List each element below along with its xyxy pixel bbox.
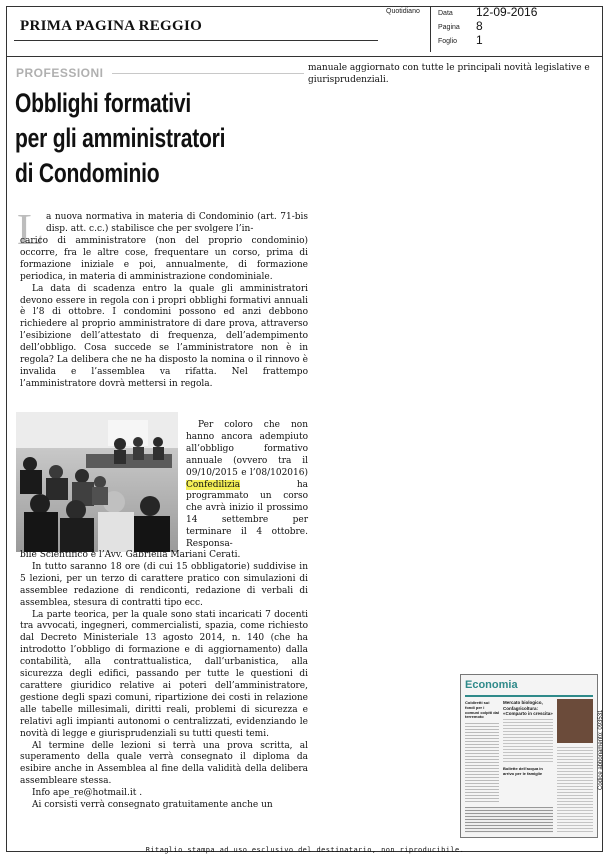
thumbnail-text-block xyxy=(465,723,499,803)
publication-title: PRIMA PAGINA REGGIO xyxy=(20,18,203,34)
thumbnail-table xyxy=(465,807,553,833)
publication-type: Quotidiano xyxy=(386,8,420,15)
footer-disclaimer: Ritaglio stampa ad uso esclusivo del destinatario, non riproducibile. xyxy=(145,846,465,854)
meta-label-date: Data xyxy=(438,10,453,17)
thumbnail-subhead-1: Coldiretti sui fondi per i comuni colpiti dal terremoto xyxy=(465,700,500,720)
course-intro-text: Per coloro che non hanno ancora adempiuto all’obbligo formativo annuale (ovvero tra il 09/10/2015 e l’08/102016) xyxy=(186,420,308,478)
meta-value-page: 8 xyxy=(476,19,483,33)
subscription-code: Codice abbonamento: 093531 xyxy=(598,709,604,790)
article-headline xyxy=(15,86,241,191)
lead-text-rest: carico di amministratore (non del proprio condominio) occorre, fra le altre cose, frequentare un corso, prima di formazione iniziale e poi, annualmente, di formazione periodica, in materia di amministrazione condominiale. xyxy=(20,236,308,282)
drop-cap: L xyxy=(17,205,44,254)
meta-value-date: 12-09-2016 xyxy=(476,5,538,19)
kicker-rule xyxy=(112,73,304,74)
headline-line-1: Obblighi formativi xyxy=(15,88,191,118)
thumbnail-text-block-mid xyxy=(503,719,553,763)
side-column xyxy=(186,420,308,551)
headline-line-2: per gli amministratori xyxy=(15,123,226,153)
meeting-photo xyxy=(16,412,178,552)
thumbnail-photo xyxy=(557,699,593,743)
meta-value-sheet: 1 xyxy=(476,33,483,47)
paragraph-course-intro xyxy=(186,420,308,551)
lead-paragraph-rest xyxy=(20,236,308,391)
thumbnail-text-block-right xyxy=(557,747,593,833)
paragraph-hours: In tutto saranno 18 ore (di cui 15 obbligatorie) suddivise in 5 lezioni, per un terzo di carattere pratico con simulazioni di assemblee redazione di rendiconti, redazione di verbali di assemblea, stesura di contratti tipo ecc. xyxy=(20,561,308,608)
paragraph-manual-end: manuale aggiornato con tutte le principali novità legislative e giurisprudenziali. xyxy=(308,63,590,85)
thumbnail-rule xyxy=(465,695,593,697)
page-thumbnail xyxy=(460,674,598,838)
paragraph-info: Info ape_re@hotmail.it . xyxy=(32,788,143,799)
thumbnail-subhead-2: Bollette dell'acqua in arrivo per le famiglie xyxy=(503,766,543,776)
meta-label-page: Pagina xyxy=(438,24,460,31)
lead-text-start: a nuova normativa in materia di Condominio (art. 71-bis disp. att. c.c.) stabilisce che per svolgere l’in- xyxy=(46,212,308,234)
paragraph-theory: La parte teorica, per la quale sono stati incaricati 7 docenti tra avvocati, ingegneri, commercialisti, spazia, come richiesto dal Decreto Ministeriale 13 agosto 2014, n. 140 (che ha introdotto l’obbligo di formazione e di aggiornamento) dalla contabilità, alla contrattualistica, dall’urbanistica, alla sicurezza degli edifici, passando per tutte le questioni di carattere giuridico relative ai poteri dell’amministratore, gestione degli spazi comuni, ripartizione dei costi in relazione alle tabelle millesimali, diritti reali, problemi di sicurezza e relativi agli impianti autonomi o centralizzati, evidenziando le novità di legge e giurisprudenziali su tutti questi temi. xyxy=(20,609,308,739)
lead-paragraph-start xyxy=(46,212,308,236)
highlight-confedilizia: Confedilizia xyxy=(186,479,241,490)
thumbnail-section: Economia xyxy=(465,679,518,691)
thumbnail-headline: Mercato biologico, Confagricoltura: «Comparto in crescita» xyxy=(503,700,553,716)
masthead-rule-bottom xyxy=(6,56,603,57)
paragraph-deadline: La data di scadenza entro la quale gli amministratori devono essere in regola con i propri obblighi formativi annuali è l’8 di ottobre. I condomini possono ed anzi debbono richiedere al proprio amministratore di dare prova, attraverso l’esibizione dell’attestato di frequenza, dell’adempimento dell’obbligo. Cosa succede se l’amministratore non è in regola? La delibera che ne ha disposto la nomina o il rinnovo è invalida e l’assemblea va rifatta. Nel frattempo l’amministratore dovrà mettersi in regola. xyxy=(20,283,308,389)
paragraph-responsible: bile Scientifico è l’Avv. Gabriella Mariani Cerati. xyxy=(20,550,241,560)
right-column xyxy=(308,63,598,87)
course-dates-text: ha programmato un corso che avrà inizio il prossimo 14 settembre per terminare il 4 ottobre. Responsa- xyxy=(186,479,308,550)
headline-line-3: di Condominio xyxy=(15,158,160,188)
masthead-rule-vertical xyxy=(430,6,431,52)
masthead-rule xyxy=(14,40,378,41)
bottom-column xyxy=(20,550,308,812)
paragraph-manual-start: Ai corsisti verrà consegnato gratuitamente anche un xyxy=(32,800,273,811)
meta-label-sheet: Foglio xyxy=(438,38,458,45)
paragraph-exam: Al termine delle lezioni si terrà una prova scritta, al superamento della quale verrà consegnato il diploma da esibire anche in Assemblea al fine della validità della delibera assembleare stessa. xyxy=(20,740,308,787)
article-kicker: PROFESSIONI xyxy=(16,66,104,80)
